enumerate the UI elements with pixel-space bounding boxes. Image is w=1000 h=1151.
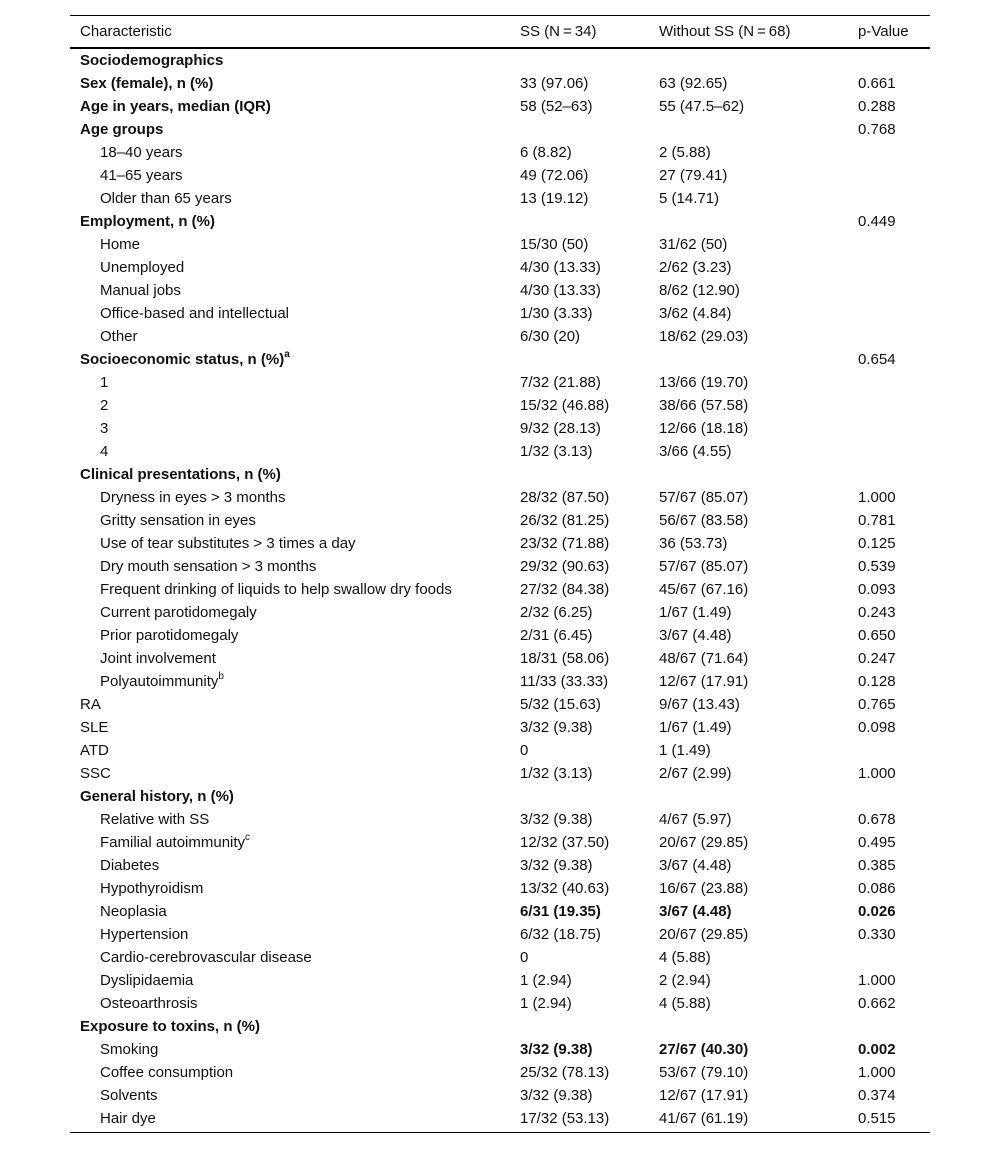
ss-value: 2/32 (6.25) [520, 604, 593, 621]
footnote-marker: c [245, 832, 251, 843]
row-label-cell [70, 1084, 510, 1107]
table-row [70, 95, 930, 118]
without-ss-value: 2/62 (3.23) [659, 259, 732, 276]
without-ss-value [649, 785, 846, 808]
p-value [846, 302, 930, 325]
row-label-cell [70, 923, 510, 946]
row-label: Employment, n (%) [80, 213, 216, 230]
p-value: 0.247 [858, 650, 896, 667]
without-ss-value: 9/67 (13.43) [659, 696, 740, 713]
table-row [70, 256, 930, 279]
row-label: Dryness in eyes > 3 months [100, 489, 286, 506]
without-ss-value: 57/67 (85.07) [659, 558, 749, 575]
row-label: Prior parotidomegaly [100, 627, 239, 644]
ss-value: 6/32 (18.75) [520, 926, 601, 943]
ss-value: 12/32 (37.50) [520, 834, 610, 851]
table-row [70, 601, 930, 624]
characteristics-table-container [70, 15, 930, 1133]
table-row [70, 1038, 930, 1061]
ss-value: 1/30 (3.33) [520, 305, 593, 322]
table-row [70, 992, 930, 1015]
p-value [846, 785, 930, 808]
table-row [70, 72, 930, 95]
p-value: 0.765 [858, 696, 896, 713]
p-value: 0.002 [858, 1041, 896, 1058]
p-value [846, 233, 930, 256]
table-row [70, 969, 930, 992]
row-label-cell [70, 371, 510, 394]
header-pvalue: p-Value [858, 23, 909, 40]
row-label: 41–65 years [100, 167, 183, 184]
without-ss-value: 55 (47.5–62) [659, 98, 745, 115]
row-label: Neoplasia [100, 903, 167, 920]
without-ss-value: 57/67 (85.07) [659, 489, 749, 506]
table-row [70, 900, 930, 923]
table-row [70, 578, 930, 601]
table-header [70, 16, 930, 49]
ss-value: 29/32 (90.63) [520, 558, 610, 575]
p-value [846, 946, 930, 969]
p-value [846, 739, 930, 762]
header-ss: SS (N = 34) [520, 23, 597, 40]
p-value [846, 256, 930, 279]
p-value: 0.243 [858, 604, 896, 621]
table-row [70, 348, 930, 371]
p-value: 1.000 [858, 765, 896, 782]
row-label: RA [80, 696, 101, 713]
without-ss-value: 48/67 (71.64) [659, 650, 749, 667]
ss-value: 0 [520, 742, 529, 759]
row-label-cell [70, 647, 510, 670]
ss-value: 6/31 (19.35) [520, 903, 601, 920]
ss-value: 11/33 (33.33) [520, 673, 609, 690]
row-label-cell [70, 624, 510, 647]
ss-value: 58 (52–63) [520, 98, 593, 115]
ss-value: 13/32 (40.63) [520, 880, 610, 897]
p-value [846, 279, 930, 302]
row-label: Clinical presentations, n (%) [80, 466, 281, 483]
p-value [846, 48, 930, 72]
row-label: Older than 65 years [100, 190, 232, 207]
ss-value: 23/32 (71.88) [520, 535, 610, 552]
row-label-cell [70, 1107, 510, 1133]
without-ss-value: 41/67 (61.19) [659, 1110, 749, 1127]
without-ss-value: 56/67 (83.58) [659, 512, 749, 529]
p-value: 0.650 [858, 627, 896, 644]
row-label: 1 [100, 374, 109, 391]
without-ss-value: 2 (2.94) [659, 972, 711, 989]
ss-value: 3/32 (9.38) [520, 857, 593, 874]
ss-value: 4/30 (13.33) [520, 259, 601, 276]
row-label: Hypothyroidism [100, 880, 204, 897]
row-label: Office-based and intellectual [100, 305, 290, 322]
row-label: Hypertension [100, 926, 189, 943]
row-label: Smoking [100, 1041, 159, 1058]
table-row [70, 762, 930, 785]
ss-value: 6 (8.82) [520, 144, 572, 161]
row-label-cell [70, 48, 510, 72]
row-label-cell [70, 1038, 510, 1061]
row-label-cell [70, 141, 510, 164]
table-row [70, 923, 930, 946]
header-row [70, 16, 930, 49]
ss-value [510, 210, 649, 233]
without-ss-value: 12/67 (17.91) [659, 673, 749, 690]
p-value [846, 1015, 930, 1038]
p-value: 0.128 [858, 673, 896, 690]
table-row [70, 371, 930, 394]
p-value: 0.288 [858, 98, 896, 115]
row-label-cell [70, 969, 510, 992]
table-row [70, 1107, 930, 1133]
row-label: Current parotidomegaly [100, 604, 257, 621]
row-label-cell [70, 1015, 510, 1038]
row-label-cell [70, 992, 510, 1015]
p-value: 1.000 [858, 1064, 896, 1081]
footnote-marker: a [284, 349, 290, 360]
row-label-cell [70, 394, 510, 417]
table-row [70, 1084, 930, 1107]
without-ss-value: 4 (5.88) [659, 995, 711, 1012]
row-label-cell [70, 279, 510, 302]
ss-value: 3/32 (9.38) [520, 1087, 593, 1104]
row-label-cell [70, 831, 510, 854]
row-label-cell [70, 118, 510, 141]
row-label: Socioeconomic status, n (%) [80, 351, 285, 368]
without-ss-value: 3/67 (4.48) [659, 857, 732, 874]
row-label: 3 [100, 420, 109, 437]
table-row [70, 854, 930, 877]
row-label: Unemployed [100, 259, 185, 276]
header-characteristic: Characteristic [80, 23, 172, 40]
table-row [70, 233, 930, 256]
table-row [70, 509, 930, 532]
row-label-cell [70, 555, 510, 578]
without-ss-value: 18/62 (29.03) [659, 328, 749, 345]
row-label: Coffee consumption [100, 1064, 234, 1081]
table-row [70, 739, 930, 762]
ss-value: 1/32 (3.13) [520, 443, 593, 460]
row-label-cell [70, 854, 510, 877]
ss-value: 9/32 (28.13) [520, 420, 601, 437]
row-label-cell [70, 325, 510, 348]
table-row [70, 877, 930, 900]
without-ss-value: 2/67 (2.99) [659, 765, 732, 782]
without-ss-value: 3/67 (4.48) [659, 627, 732, 644]
row-label-cell [70, 578, 510, 601]
row-label: General history, n (%) [80, 788, 234, 805]
without-ss-value: 4 (5.88) [659, 949, 711, 966]
p-value: 0.449 [858, 213, 896, 230]
ss-value: 27/32 (84.38) [520, 581, 610, 598]
row-label-cell [70, 256, 510, 279]
table-row [70, 693, 930, 716]
table-row [70, 785, 930, 808]
without-ss-value: 13/66 (19.70) [659, 374, 749, 391]
row-label: ATD [80, 742, 109, 759]
ss-value: 3/32 (9.38) [520, 1041, 593, 1058]
row-label-cell [70, 762, 510, 785]
without-ss-value: 31/62 (50) [659, 236, 728, 253]
without-ss-value: 5 (14.71) [659, 190, 720, 207]
p-value [846, 325, 930, 348]
without-ss-value: 36 (53.73) [659, 535, 728, 552]
row-label: SLE [80, 719, 109, 736]
table-row [70, 946, 930, 969]
ss-value: 1/32 (3.13) [520, 765, 593, 782]
row-label: Diabetes [100, 857, 160, 874]
ss-value: 1 (2.94) [520, 995, 572, 1012]
row-label-cell [70, 302, 510, 325]
table-row [70, 1061, 930, 1084]
row-label-cell [70, 233, 510, 256]
row-label: Osteoarthrosis [100, 995, 198, 1012]
row-label-cell [70, 95, 510, 118]
p-value: 0.662 [858, 995, 896, 1012]
table-row [70, 440, 930, 463]
ss-value: 3/32 (9.38) [520, 719, 593, 736]
row-label-cell [70, 808, 510, 831]
ss-value [510, 48, 649, 72]
ss-value: 28/32 (87.50) [520, 489, 610, 506]
row-label: Manual jobs [100, 282, 181, 299]
row-label: Age in years, median (IQR) [80, 98, 271, 115]
p-value [846, 187, 930, 210]
without-ss-value [649, 348, 846, 371]
row-label: Use of tear substitutes > 3 times a day [100, 535, 356, 552]
p-value [846, 440, 930, 463]
p-value [846, 164, 930, 187]
table-row [70, 532, 930, 555]
row-label-cell [70, 72, 510, 95]
table-row [70, 417, 930, 440]
without-ss-value [649, 210, 846, 233]
p-value [846, 463, 930, 486]
without-ss-value [649, 463, 846, 486]
p-value: 0.093 [858, 581, 896, 598]
table-row [70, 463, 930, 486]
row-label: Dry mouth sensation > 3 months [100, 558, 317, 575]
row-label: Home [100, 236, 141, 253]
row-label-cell [70, 509, 510, 532]
p-value: 0.781 [858, 512, 896, 529]
without-ss-value: 38/66 (57.58) [659, 397, 749, 414]
p-value [846, 141, 930, 164]
row-label-cell [70, 440, 510, 463]
row-label: Sex (female), n (%) [80, 75, 214, 92]
p-value [846, 371, 930, 394]
row-label: Solvents [100, 1087, 158, 1104]
ss-value [510, 348, 649, 371]
row-label-cell [70, 601, 510, 624]
row-label: Exposure to toxins, n (%) [80, 1018, 261, 1035]
row-label-cell [70, 946, 510, 969]
table-row [70, 555, 930, 578]
without-ss-value: 16/67 (23.88) [659, 880, 749, 897]
without-ss-value: 1/67 (1.49) [659, 719, 732, 736]
ss-value: 13 (19.12) [520, 190, 589, 207]
p-value [846, 394, 930, 417]
p-value [846, 417, 930, 440]
table-row [70, 808, 930, 831]
table-row [70, 670, 930, 693]
table-row [70, 164, 930, 187]
p-value: 0.678 [858, 811, 896, 828]
ss-value: 17/32 (53.13) [520, 1110, 610, 1127]
ss-value [510, 463, 649, 486]
ss-value: 1 (2.94) [520, 972, 572, 989]
without-ss-value [649, 1015, 846, 1038]
ss-value: 3/32 (9.38) [520, 811, 593, 828]
row-label: Joint involvement [100, 650, 216, 667]
row-label: Frequent drinking of liquids to help swallow dry foods [100, 581, 452, 598]
p-value: 0.385 [858, 857, 896, 874]
row-label-cell [70, 164, 510, 187]
p-value: 0.539 [858, 558, 896, 575]
row-label: SSC [80, 765, 111, 782]
ss-value: 2/31 (6.45) [520, 627, 593, 644]
ss-value: 0 [520, 949, 529, 966]
table-body [70, 48, 930, 1133]
table-row [70, 394, 930, 417]
p-value: 0.661 [858, 75, 896, 92]
row-label-cell [70, 877, 510, 900]
p-value: 0.086 [858, 880, 896, 897]
row-label-cell [70, 1061, 510, 1084]
row-label: Familial autoimmunity [100, 834, 246, 851]
row-label-cell [70, 486, 510, 509]
table-row [70, 48, 930, 72]
p-value: 0.374 [858, 1087, 896, 1104]
p-value: 0.330 [858, 926, 896, 943]
table-row [70, 831, 930, 854]
without-ss-value [649, 118, 846, 141]
ss-value: 15/30 (50) [520, 236, 589, 253]
header-without-ss: Without SS (N = 68) [659, 23, 791, 40]
table-row [70, 210, 930, 233]
ss-value: 4/30 (13.33) [520, 282, 601, 299]
without-ss-value: 63 (92.65) [659, 75, 728, 92]
row-label-cell [70, 348, 510, 371]
table-row [70, 187, 930, 210]
row-label-cell [70, 463, 510, 486]
without-ss-value: 12/66 (18.18) [659, 420, 749, 437]
p-value: 0.515 [858, 1110, 896, 1127]
ss-value [510, 1015, 649, 1038]
p-value: 0.026 [858, 903, 896, 920]
table-row [70, 647, 930, 670]
p-value: 1.000 [858, 489, 896, 506]
row-label: 4 [100, 443, 109, 460]
footnote-marker: b [218, 671, 224, 682]
p-value: 1.000 [858, 972, 896, 989]
without-ss-value: 45/67 (67.16) [659, 581, 749, 598]
row-label: Relative with SS [100, 811, 210, 828]
p-value: 0.125 [858, 535, 896, 552]
without-ss-value: 20/67 (29.85) [659, 834, 749, 851]
row-label-cell [70, 417, 510, 440]
row-label-cell [70, 739, 510, 762]
without-ss-value: 3/67 (4.48) [659, 903, 732, 920]
row-label: Hair dye [100, 1110, 156, 1127]
table-row [70, 118, 930, 141]
row-label: 18–40 years [100, 144, 183, 161]
ss-value: 49 (72.06) [520, 167, 589, 184]
without-ss-value: 2 (5.88) [659, 144, 711, 161]
table-row [70, 141, 930, 164]
row-label-cell [70, 900, 510, 923]
without-ss-value: 3/66 (4.55) [659, 443, 732, 460]
table-row [70, 325, 930, 348]
table-row [70, 279, 930, 302]
ss-value: 26/32 (81.25) [520, 512, 610, 529]
without-ss-value: 1/67 (1.49) [659, 604, 732, 621]
ss-value: 15/32 (46.88) [520, 397, 610, 414]
ss-value: 25/32 (78.13) [520, 1064, 610, 1081]
row-label-cell [70, 716, 510, 739]
characteristics-table [70, 15, 930, 1133]
without-ss-value [649, 48, 846, 72]
table-row [70, 1015, 930, 1038]
without-ss-value: 4/67 (5.97) [659, 811, 732, 828]
p-value: 0.654 [858, 351, 896, 368]
ss-value: 6/30 (20) [520, 328, 581, 345]
ss-value: 18/31 (58.06) [520, 650, 610, 667]
table-row [70, 486, 930, 509]
without-ss-value: 8/62 (12.90) [659, 282, 740, 299]
without-ss-value: 20/67 (29.85) [659, 926, 749, 943]
p-value: 0.098 [858, 719, 896, 736]
row-label: Polyautoimmunity [100, 673, 219, 690]
table-row [70, 624, 930, 647]
row-label: Gritty sensation in eyes [100, 512, 256, 529]
row-label-cell [70, 670, 510, 693]
ss-value [510, 118, 649, 141]
without-ss-value: 53/67 (79.10) [659, 1064, 749, 1081]
row-label: Dyslipidaemia [100, 972, 194, 989]
row-label-cell [70, 785, 510, 808]
row-label-cell [70, 187, 510, 210]
p-value: 0.768 [858, 121, 896, 138]
row-label: Cardio-cerebrovascular disease [100, 949, 312, 966]
without-ss-value: 12/67 (17.91) [659, 1087, 749, 1104]
without-ss-value: 27 (79.41) [659, 167, 728, 184]
row-label: Other [100, 328, 138, 345]
row-label: Sociodemographics [80, 52, 224, 69]
ss-value: 33 (97.06) [520, 75, 589, 92]
table-row [70, 302, 930, 325]
row-label: 2 [100, 397, 109, 414]
table-row [70, 716, 930, 739]
without-ss-value: 3/62 (4.84) [659, 305, 732, 322]
row-label: Age groups [80, 121, 164, 138]
row-label-cell [70, 693, 510, 716]
ss-value: 5/32 (15.63) [520, 696, 601, 713]
p-value: 0.495 [858, 834, 896, 851]
row-label-cell [70, 532, 510, 555]
ss-value [510, 785, 649, 808]
ss-value: 7/32 (21.88) [520, 374, 601, 391]
without-ss-value: 27/67 (40.30) [659, 1041, 749, 1058]
without-ss-value: 1 (1.49) [659, 742, 711, 759]
row-label-cell [70, 210, 510, 233]
